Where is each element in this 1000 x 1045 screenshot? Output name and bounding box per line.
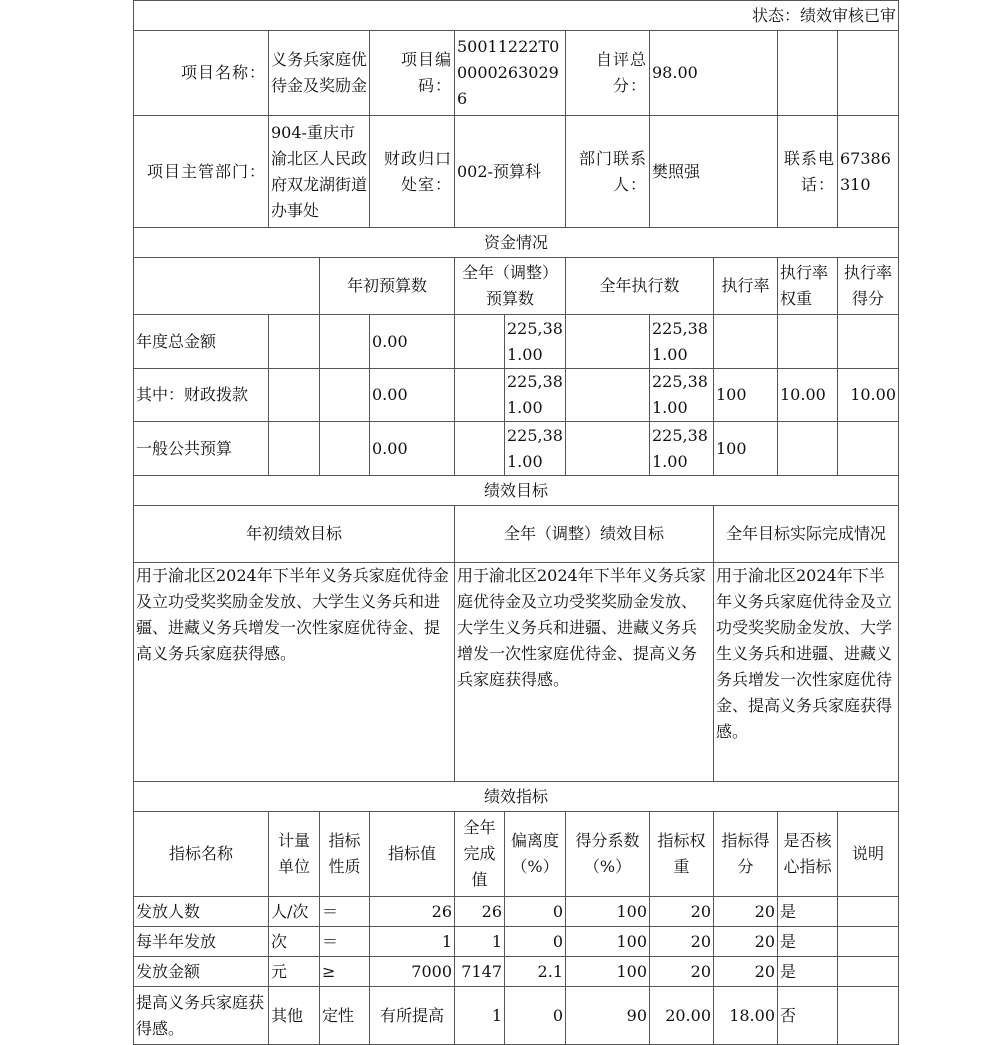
empty-cell [269, 422, 320, 476]
indicator-indicator-score: 18.00 [714, 987, 778, 1045]
indicator-nature: ＝ [320, 897, 370, 927]
indicator-deviation: 0 [505, 987, 566, 1045]
project-code-value: 50011222T000002630296 [455, 31, 566, 116]
indicator-row [134, 927, 899, 957]
indicator-nature: 定性 [320, 987, 370, 1045]
executed-amount: 225,381.00 [650, 315, 714, 369]
empty-cell [566, 315, 650, 369]
indicator-weight: 20.00 [650, 987, 714, 1045]
rate-weight [778, 315, 838, 369]
indicator-header-score-coefficient: 得分系数（%） [566, 812, 650, 897]
initial-budget: 0.00 [370, 369, 455, 422]
dept-value: 904-重庆市渝北区人民政府双龙湖街道办事处 [269, 116, 370, 228]
empty-cell [838, 31, 899, 116]
funds-header: 执行率权重 [778, 258, 838, 315]
indicator-remark [838, 897, 899, 927]
indicator-score-coefficient: 100 [566, 957, 650, 987]
funds-section-title: 资金情况 [134, 228, 899, 258]
empty-cell [320, 315, 370, 369]
goals-header: 年初绩效目标 [134, 506, 455, 563]
indicator-unit: 次 [269, 927, 320, 957]
indicator-nature: ≥ [320, 957, 370, 987]
indicator-remark [838, 927, 899, 957]
contact-label: 部门联系人： [566, 116, 650, 228]
funds-header: 年初预算数 [320, 258, 455, 315]
indicator-target-value: 有所提高 [370, 987, 455, 1045]
project-name-label: 项目名称： [134, 31, 269, 116]
actual-completion-text: 用于渝北区2024年下半年义务兵家庭优待金及立功受奖奖励金发放、大学生义务兵和进疆、进藏义务兵增发一次性家庭优待金、提高义务兵家庭获得感。 [714, 563, 899, 782]
funds-header: 执行率得分 [838, 258, 899, 315]
funds-row-label: 一般公共预算 [134, 422, 269, 476]
indicator-unit: 人/次 [269, 897, 320, 927]
indicator-indicator-score: 20 [714, 927, 778, 957]
indicator-is-core: 否 [778, 987, 838, 1045]
indicator-header-nature: 指标性质 [320, 812, 370, 897]
adjusted-budget: 225,381.00 [505, 422, 566, 476]
indicator-header-weight: 指标权重 [650, 812, 714, 897]
indicator-target-value: 7000 [370, 957, 455, 987]
indicator-deviation: 2.1 [505, 957, 566, 987]
funds-row [134, 369, 899, 422]
empty-cell [269, 315, 320, 369]
empty-cell [455, 315, 505, 369]
indicator-row [134, 897, 899, 927]
self-score-label: 自评总分： [566, 31, 650, 116]
initial-budget: 0.00 [370, 422, 455, 476]
indicator-actual-value: 26 [455, 897, 505, 927]
indicator-weight: 20 [650, 927, 714, 957]
funds-row [134, 315, 899, 369]
indicator-score-coefficient: 100 [566, 927, 650, 957]
indicator-weight: 20 [650, 957, 714, 987]
indicator-target-value: 1 [370, 927, 455, 957]
empty-cell [455, 422, 505, 476]
indicator-header-remark: 说明 [838, 812, 899, 897]
adjusted-budget: 225,381.00 [505, 315, 566, 369]
indicator-remark [838, 987, 899, 1045]
indicator-row [134, 987, 899, 1045]
empty-cell [269, 369, 320, 422]
indicator-remark [838, 957, 899, 987]
contact-value: 樊照强 [650, 116, 778, 228]
indicator-indicator-name: 发放金额 [134, 957, 269, 987]
funds-header: 执行率 [714, 258, 778, 315]
status-text: 状态：绩效审核已审 [134, 1, 899, 31]
empty-cell [134, 258, 320, 315]
phone-label: 联系电话： [778, 116, 838, 228]
indicator-header-target-value: 指标值 [370, 812, 455, 897]
indicator-score-coefficient: 100 [566, 897, 650, 927]
indicator-unit: 元 [269, 957, 320, 987]
funds-header: 全年执行数 [566, 258, 714, 315]
goals-section-title: 绩效目标 [134, 476, 899, 506]
indicator-header-is-core: 是否核心指标 [778, 812, 838, 897]
funds-row-label: 年度总金额 [134, 315, 269, 369]
indicator-header-deviation: 偏离度（%） [505, 812, 566, 897]
indicator-unit: 其他 [269, 987, 320, 1045]
indicator-indicator-score: 20 [714, 897, 778, 927]
project-name-value: 义务兵家庭优待金及奖励金 [269, 31, 370, 116]
rate-score: 10.00 [838, 369, 899, 422]
indicator-actual-value: 1 [455, 987, 505, 1045]
indicator-target-value: 26 [370, 897, 455, 927]
empty-cell [566, 369, 650, 422]
execution-rate: 100 [714, 422, 778, 476]
initial-goal-text: 用于渝北区2024年下半年义务兵家庭优待金及立功受奖奖励金发放、大学生义务兵和进疆、进藏义务兵增发一次性家庭优待金、提高义务兵家庭获得感。 [134, 563, 455, 782]
finance-office-label: 财政归口处室： [370, 116, 455, 228]
initial-budget: 0.00 [370, 315, 455, 369]
indicator-score-coefficient: 90 [566, 987, 650, 1045]
indicator-row [134, 957, 899, 987]
rate-weight: 10.00 [778, 369, 838, 422]
indicators-section-title: 绩效指标 [134, 782, 899, 812]
indicator-header-indicator-score: 指标得分 [714, 812, 778, 897]
empty-cell [320, 422, 370, 476]
indicator-nature: ＝ [320, 927, 370, 957]
indicator-deviation: 0 [505, 897, 566, 927]
dept-label: 项目主管部门： [134, 116, 269, 228]
phone-value: 67386310 [838, 116, 899, 228]
indicator-indicator-name: 每半年发放 [134, 927, 269, 957]
execution-rate: 100 [714, 369, 778, 422]
rate-score [838, 315, 899, 369]
indicator-header-actual-value: 全年完成值 [455, 812, 505, 897]
project-code-label: 项目编码： [370, 31, 455, 116]
indicator-is-core: 是 [778, 957, 838, 987]
empty-cell [778, 31, 838, 116]
indicator-indicator-name: 提高义务兵家庭获得感。 [134, 987, 269, 1045]
goals-header: 全年（调整）绩效目标 [455, 506, 714, 563]
execution-rate [714, 315, 778, 369]
performance-evaluation-table [133, 0, 899, 1045]
self-score-value: 98.00 [650, 31, 778, 116]
executed-amount: 225,381.00 [650, 422, 714, 476]
indicator-actual-value: 7147 [455, 957, 505, 987]
funds-header: 全年（调整）预算数 [455, 258, 566, 315]
empty-cell [320, 369, 370, 422]
goals-header: 全年目标实际完成情况 [714, 506, 899, 563]
indicator-weight: 20 [650, 897, 714, 927]
adjusted-budget: 225,381.00 [505, 369, 566, 422]
indicator-header-indicator-name: 指标名称 [134, 812, 269, 897]
indicator-indicator-name: 发放人数 [134, 897, 269, 927]
empty-cell [566, 422, 650, 476]
indicator-indicator-score: 20 [714, 957, 778, 987]
indicator-actual-value: 1 [455, 927, 505, 957]
adjusted-goal-text: 用于渝北区2024年下半年义务兵家庭优待金及立功受奖奖励金发放、大学生义务兵和进疆、进藏义务兵增发一次性家庭优待金、提高义务兵家庭获得感。 [455, 563, 714, 782]
indicator-header-unit: 计量单位 [269, 812, 320, 897]
funds-row-label: 其中：财政拨款 [134, 369, 269, 422]
rate-score [838, 422, 899, 476]
indicator-is-core: 是 [778, 927, 838, 957]
finance-office-value: 002-预算科 [455, 116, 566, 228]
indicator-deviation: 0 [505, 927, 566, 957]
executed-amount: 225,381.00 [650, 369, 714, 422]
indicator-is-core: 是 [778, 897, 838, 927]
funds-row [134, 422, 899, 476]
rate-weight [778, 422, 838, 476]
empty-cell [455, 369, 505, 422]
